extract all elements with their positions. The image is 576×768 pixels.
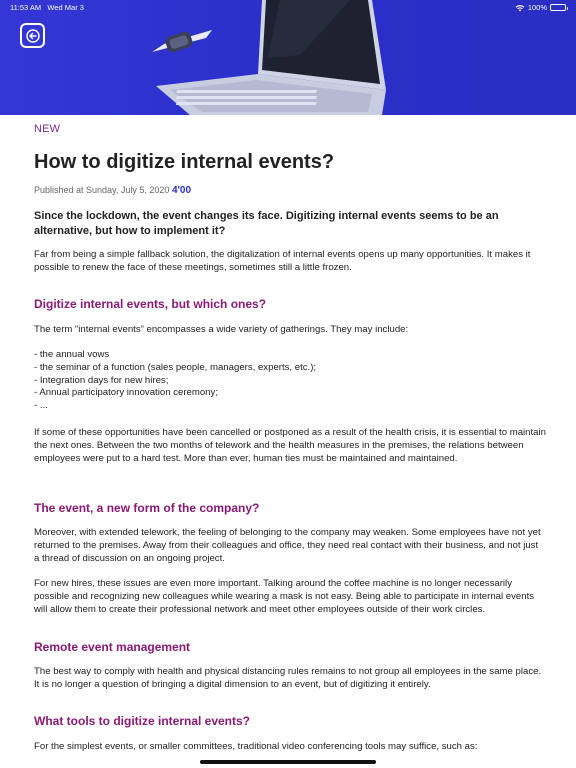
article-tag: NEW [34, 123, 61, 135]
back-button[interactable] [20, 23, 45, 48]
smartwatch-illustration [152, 30, 212, 54]
section-paragraph: For the simplest events, or smaller committees, traditional video conferencing tools may suffice, such as: [34, 741, 478, 752]
list-item: - Integration days for new hires; [34, 374, 169, 386]
section-heading: Remote event management [34, 640, 191, 654]
hero-banner [0, 0, 576, 115]
article-title: How to digitize internal events? [34, 151, 335, 173]
article-meta [34, 185, 191, 196]
status-time [10, 3, 84, 12]
arrow-left-icon [26, 29, 40, 43]
section-heading: What tools to digitize internal events? [34, 714, 251, 728]
status-time-text: 11:53 AM [10, 3, 42, 12]
section-paragraph: If some of these opportunities have been cancelled or postponed as a result of the health crisis, it is essential to maintain the next ones. Between the two months of telework and the health measures in the premises, the relations between employees were put to a hard test. More than ever, human ties must be maintained and maintained. [34, 427, 546, 464]
section-paragraph: Moreover, with extended telework, the feeling of belonging to the company may weaken. Some employees have not yet returned to the premises. Away from their colleagues and office, they need real contact with their business, and not just a thread of discussion on an ongoing project. [34, 527, 541, 564]
reading-duration: 4'00 [171, 185, 192, 196]
section-heading: The event, a new form of the company? [34, 501, 260, 515]
list-item: - Annual participatory innovation ceremony; [34, 387, 218, 399]
home-indicator[interactable] [200, 760, 376, 764]
list-item: - the seminar of a function (sales people, managers, experts, etc.); [34, 361, 317, 373]
section-paragraph: The best way to comply with health and physical distancing rules remains to not group all employees in the same place. It is no longer a question of bringing a digital dimension to an event, but of digitizing it entirely. [34, 666, 542, 690]
status-bar [0, 0, 576, 14]
section-paragraph: The term “internal events” encompasses a wide variety of gatherings. They may include: [34, 324, 409, 335]
status-date-text: Wed Mar 3 [47, 3, 84, 12]
list-item: - the annual vows [34, 349, 110, 360]
laptop-illustration [150, 0, 430, 115]
event-list [34, 349, 316, 413]
battery-icon [550, 4, 566, 11]
article-intro: Far from being a simple fallback solution, the digitalization of internal events opens up many opportunities. It makes it possible to renew the face of these meetings, sometimes still a little frozen. [34, 249, 531, 273]
section-paragraph: For new hires, these issues are even more important. Talking around the coffee machine is no longer necessarily possible and recognizing new colleagues while wearing a mask is not easy. Being able to participate in internal events will allow them to create their professional network and meet other employees outside of their work circles. [34, 578, 535, 615]
section-heading: Digitize internal events, but which ones? [34, 297, 267, 311]
article-lede: Since the lockdown, the event changes its face. Digitizing internal events seems to be an alternative, but how to implement it? [34, 210, 499, 237]
battery-percent: 100% [527, 3, 547, 12]
list-item: - ... [34, 400, 48, 412]
status-indicators [515, 3, 566, 12]
published-date: Published at Sunday, July 5, 2020 [34, 185, 170, 195]
wifi-icon [515, 4, 525, 12]
